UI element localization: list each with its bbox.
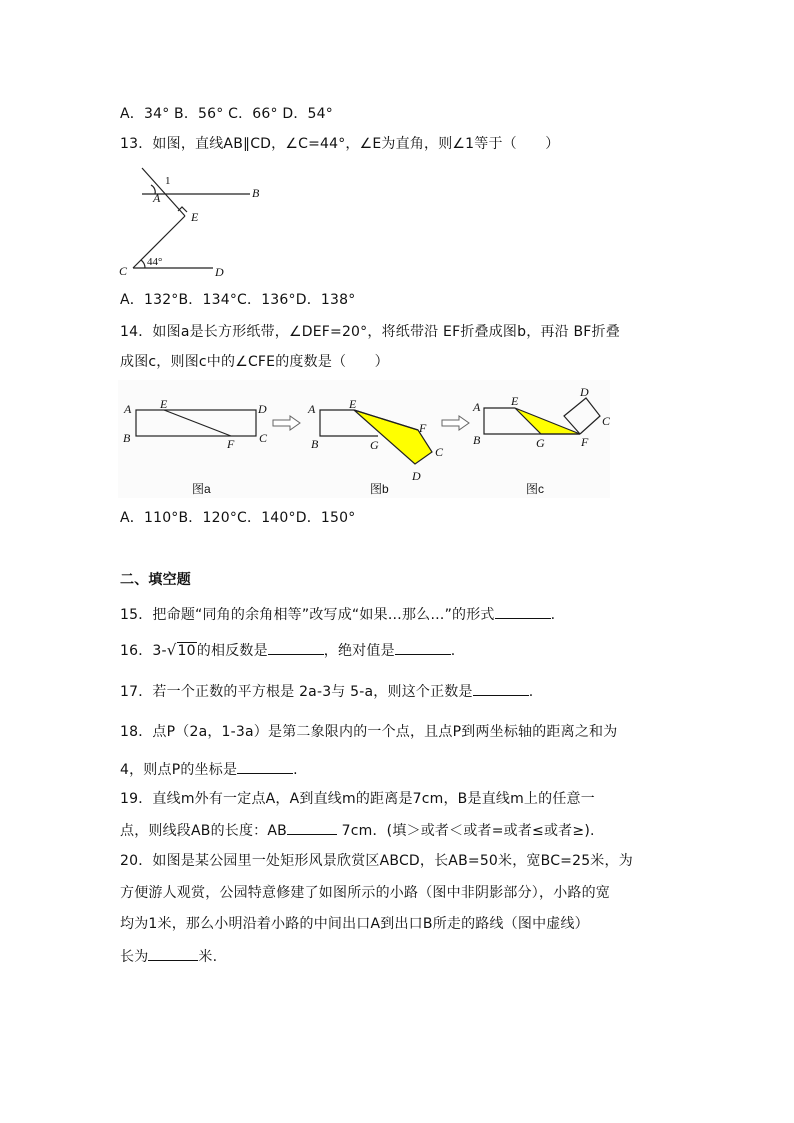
q19-answer-blank[interactable] [287, 819, 337, 835]
q14-figure [118, 380, 610, 498]
q15-end: . [550, 607, 556, 623]
fig-b-label-b: B [311, 437, 319, 451]
q20-question-line1: 20．如图是某公园里一处矩形风景欣赏区ABCD，长AB=50米，宽BC=25米，为 [120, 853, 633, 869]
angle-44-arc [141, 260, 145, 268]
line-ae-extended [142, 168, 185, 216]
fig-c-label-c: C [602, 414, 610, 428]
q20-answer-blank[interactable] [148, 945, 198, 961]
q16-radicand: 10 [177, 643, 196, 659]
fig-c-caption: 图c [526, 482, 545, 496]
q16-end: . [450, 643, 456, 659]
fig13-label-b: B [252, 186, 260, 200]
q18-answer-blank[interactable] [237, 758, 293, 774]
q20-question-line2: 方便游人观赏，公园特意修建了如图所示的小路（图中非阴影部分），小路的宽 [120, 885, 610, 901]
fig-b-label-c: C [435, 445, 444, 459]
q12-options: A．34° B．56° C．66° D．54° [120, 106, 333, 122]
section-heading: 二、填空题 [120, 572, 191, 588]
fig-c-label-f: F [581, 435, 589, 449]
fig-c-label-g: G [536, 436, 545, 450]
q13-options: A．132°B．134°C．136°D．138° [120, 292, 356, 308]
q15-text: 15．把命题“同角的余角相等”改写成“如果…那么…”的形式 [120, 607, 495, 623]
fig13-label-d: D [215, 265, 224, 279]
q18-question-line1: 18．点P（2a，1-3a）是第二象限内的一个点，且点P到两坐标轴的距离之和为 [120, 724, 618, 740]
fig-a-label-a: A [124, 402, 132, 416]
q20-question-line4 [120, 945, 217, 967]
q18-question-line2 [120, 758, 298, 780]
fig-b-label-g: G [370, 438, 379, 452]
q19-text-a: 点，则线段AB的长度：AB [120, 823, 287, 839]
q17-text: 17．若一个正数的平方根是 2a-3与 5-a，则这个正数是 [120, 684, 473, 700]
q15-answer-blank[interactable] [495, 603, 551, 619]
fig-a-caption: 图a [192, 482, 211, 496]
q15-question [120, 603, 555, 625]
q14-question-line2: 成图c，则图c中的∠CFE的度数是（ ） [120, 354, 389, 370]
fig-a-label-e: E [160, 397, 168, 411]
fig13-label-c: C [119, 264, 128, 278]
q16-answer-blank-1[interactable] [268, 639, 324, 655]
q20-text-a: 长为 [120, 949, 149, 965]
fig13-label-1: 1 [165, 175, 171, 187]
q13-figure [115, 160, 275, 285]
fig13-label-e: E [191, 210, 199, 224]
q14-options: A．110°B．120°C．140°D．150° [120, 510, 356, 526]
fig-a-label-d: D [258, 402, 267, 416]
sqrt-symbol: √10 [166, 641, 196, 659]
fig13-label-a: A [153, 191, 161, 205]
fig-c-label-b: B [473, 433, 481, 447]
q18-text: 4，则点P的坐标是 [120, 762, 238, 778]
q17-question [120, 680, 533, 702]
right-angle-mark [178, 207, 187, 212]
fig-c-label-a: A [473, 400, 481, 414]
fig-a-label-f: F [227, 437, 235, 451]
q20-text-b: 米. [198, 949, 218, 965]
fig-b-label-f: F [419, 421, 427, 435]
fig13-label-44: 44° [147, 256, 163, 268]
fig-c-label-e: E [511, 394, 519, 408]
q13-question: 13．如图，直线AB∥CD，∠C=44°，∠E为直角，则∠1等于（ ） [120, 136, 560, 152]
q19-question-line2 [120, 819, 595, 841]
q18-end: . [293, 762, 298, 778]
q14-question-line1: 14．如图a是长方形纸带，∠DEF=20°，将纸带沿 EF折叠成图b，再沿 BF折叠 [120, 324, 620, 340]
fig-c-label-d: D [580, 385, 589, 399]
fig-b-caption: 图b [370, 482, 389, 496]
q20-question-line3: 均为1米，那么小明沿着小路的中间出口A到出口B所走的路线（图中虚线） [120, 916, 589, 932]
q16-mid2: ，绝对值是 [323, 643, 395, 659]
q19-text-b: 7cm．(填＞或者＜或者=或者≤或者≥). [336, 823, 595, 839]
q19-question-line1: 19．直线m外有一定点A，A到直线m的距离是7cm，B是直线m上的任意一 [120, 791, 595, 807]
fig-b-label-a: A [308, 402, 316, 416]
q16-prefix: 16．3- [120, 643, 167, 659]
q16-mid: 的相反数是 [196, 643, 268, 659]
q16-question [120, 639, 455, 661]
fig-a-label-b: B [123, 431, 131, 445]
q16-answer-blank-2[interactable] [395, 639, 451, 655]
fig-b-label-e: E [349, 397, 357, 411]
q17-end: . [528, 684, 534, 700]
fig-b-label-d: D [412, 469, 421, 483]
fig-a-label-c: C [259, 431, 268, 445]
q17-answer-blank[interactable] [473, 680, 529, 696]
